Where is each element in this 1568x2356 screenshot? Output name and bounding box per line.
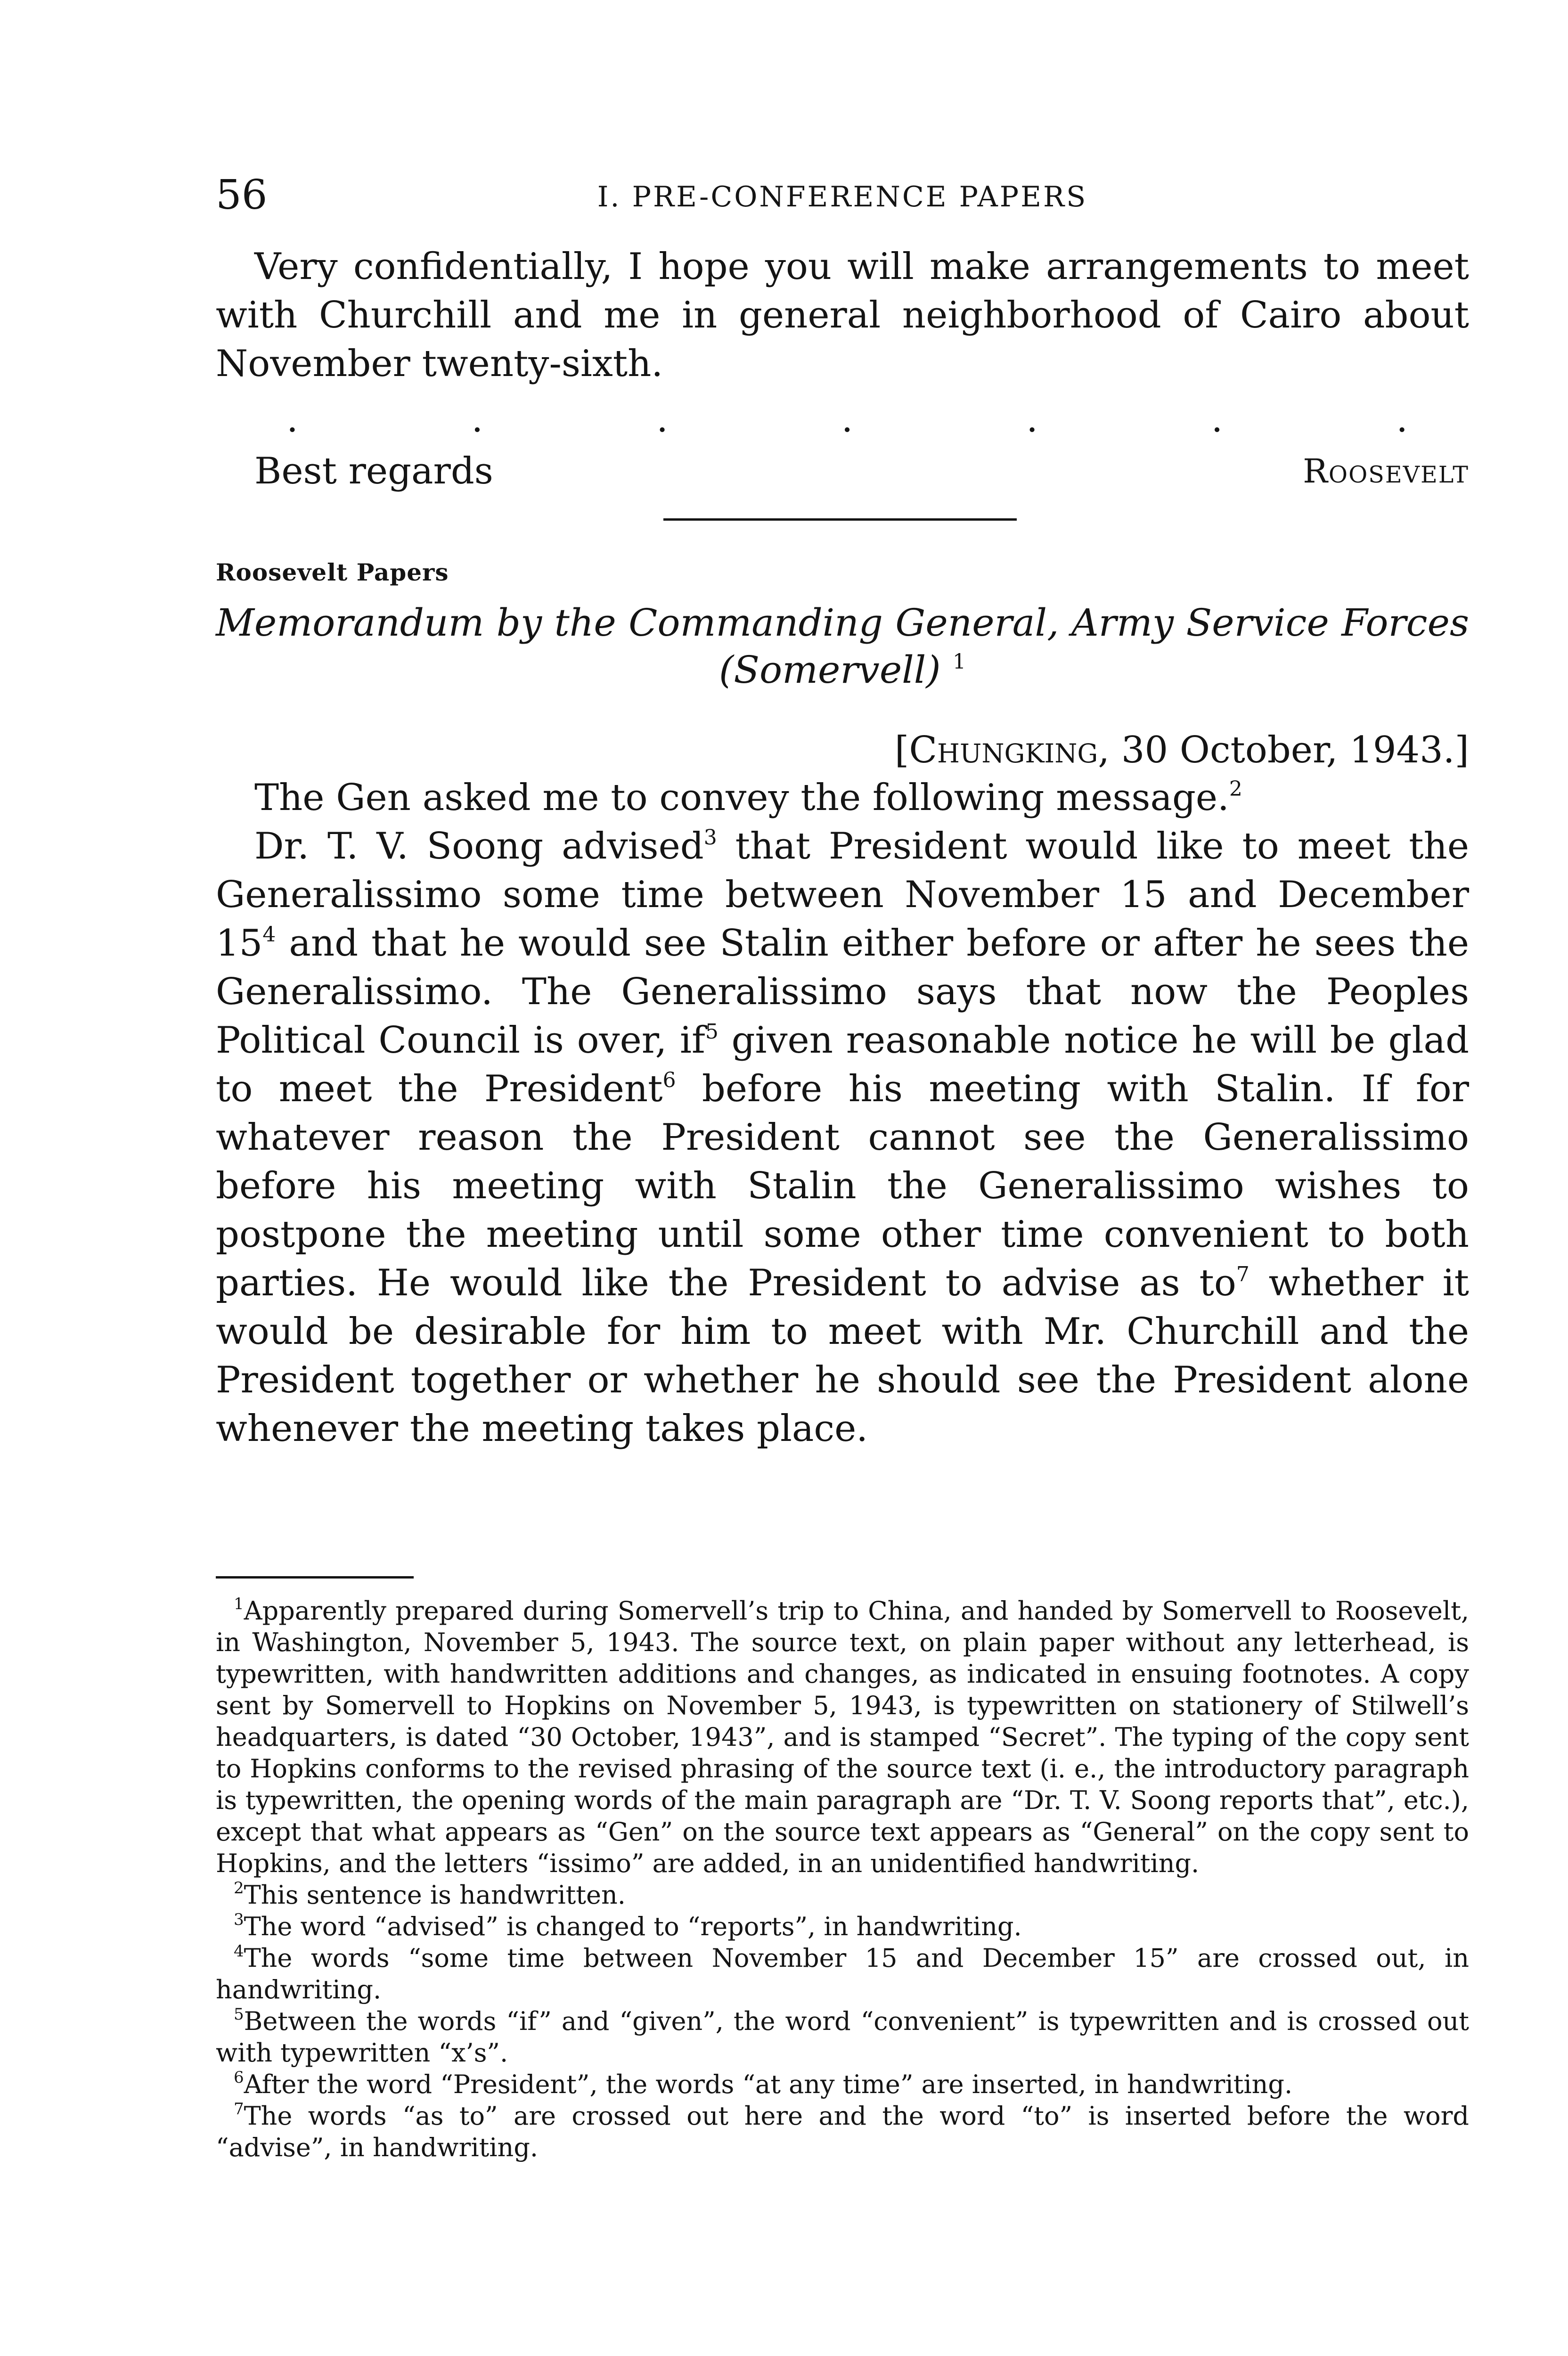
source-label: Roosevelt Papers [216, 558, 449, 586]
footnote-text: After the word “President”, the words “at any time” are inserted, in handwriting. [244, 2070, 1293, 2099]
footnote-ref: 6 [662, 1068, 676, 1092]
footnote-text: Between the words “if” and “given”, the word “convenient” is typewritten and is crossed out with typewritten “x’s”. [216, 2006, 1469, 2068]
footnote-text: Apparently prepared during Somervell’s trip to China, and handed by Somervell to Roosevelt, in Washington, November 5, 1943. The source text, on plain paper without any letterhead, is typewritten, with handwritten additions and changes, as indicated in ensuing footnotes. A copy sent by Somervell to Hopkins on November 5, 1943, is typewritten on stationery of Stilwell’s headquarters, is dated “30 October, 1943”, and is stamped “Secret”. The typing of the copy sent to Hopkins conforms to the revised phrasing of the source text (i. e., the introductory paragraph is typewritten, the opening words of the main paragraph are “Dr. T. V. Soong reports that”, etc.), except that what appears as “Gen” on the source text appears as “General” on the copy sent to Hopkins, and the letters “issimo” are added, in an unidentified handwriting. [216, 1596, 1469, 1878]
closing-salutation: Best regards [254, 450, 493, 492]
footnote-ref: 4 [262, 923, 276, 947]
memo-intro [216, 774, 1469, 822]
footnote-number: 7 [234, 2100, 244, 2119]
footnote-text: The word “advised” is changed to “reports”, in handwriting. [244, 1912, 1022, 1941]
memo-body-text: given reasonable notice he will be glad to meet the President [216, 1019, 1469, 1110]
dateline-bracket: [ [894, 729, 909, 771]
footnote-number: 3 [234, 1910, 244, 1929]
memo-body-text: whether it would be desirable for him to meet with Mr. Churchill and the President together or whether he should see the President alone whenever the meeting takes place. [216, 1262, 1469, 1450]
document-title [216, 598, 1469, 647]
footnote-text: This sentence is handwritten. [244, 1880, 626, 1910]
document-title-line1: Memorandum by the Commanding General, Army Service Forces [216, 601, 1469, 645]
footnote [216, 1595, 1469, 1879]
memo-body-text: and that he would see Stalin either before or after he sees the Generalissimo. The Generalissimo says that now the Peoples Political Council is over, if [216, 922, 1469, 1062]
running-title: I. PRE-CONFERENCE PAPERS [597, 180, 1088, 213]
footnote [216, 2100, 1469, 2163]
memo-body-text: before his meeting with Stalin. If for whatever reason the President cannot see the Generalissimo before his meeting with Stalin the Generalissimo wishes to postpone the meeting until some other time convenient to both parties. He would like the President to advise as to [216, 1068, 1469, 1304]
signature: Roosevelt [1303, 452, 1469, 491]
footnote [216, 1911, 1469, 1942]
memo-body-text: Dr. T. V. Soong advised [254, 825, 704, 867]
memo-body-text: that President would like to meet the Generalissimo some time between November 15 and December 15 [216, 825, 1469, 965]
footnote-ref: 7 [1236, 1262, 1250, 1286]
footnote-ref: 5 [705, 1020, 719, 1044]
ellipsis-dot: . [286, 398, 298, 441]
footnote [216, 2069, 1469, 2100]
document-title-line2 [216, 646, 1469, 695]
footnote [216, 2005, 1469, 2069]
ellipsis-dot: . [1026, 398, 1038, 441]
footnote-number: 4 [234, 1942, 244, 1961]
ellipsis-dot: . [656, 398, 668, 441]
ellipsis-dot: . [471, 398, 483, 441]
dateline [895, 726, 1469, 775]
footnote [216, 1879, 1469, 1911]
ellipsis-dot: . [841, 398, 853, 441]
dateline-date: , 30 October, 1943.] [1098, 729, 1469, 771]
footnote-number: 6 [234, 2068, 244, 2087]
page-number: 56 [216, 172, 268, 219]
footnote-divider [216, 1576, 414, 1579]
footnote-number: 2 [234, 1879, 244, 1898]
footnotes [216, 1595, 1469, 2163]
ellipsis-row [216, 398, 1469, 441]
footnote-ref: 1 [952, 650, 966, 674]
ellipsis-dot: . [1396, 398, 1408, 441]
memo-intro-text: The Gen asked me to convey the following message. [254, 777, 1229, 819]
document-title-author: (Somervell) [719, 648, 941, 692]
letter-paragraph: Very confidentially, I hope you will make arrangements to meet with Churchill and me in general neighborhood of Cairo about November twenty-sixth. [216, 245, 1469, 385]
ellipsis-dot: . [1211, 398, 1223, 441]
document-page [216, 141, 1469, 2356]
footnote-text: The words “as to” are crossed out here and the word “to” is inserted before the word “advise”, in handwriting. [216, 2101, 1469, 2162]
closing-row [216, 445, 1469, 497]
memo-body [216, 822, 1469, 1453]
footnote [216, 1942, 1469, 2005]
footnote-text: The words “some time between November 15 and December 15” are crossed out, in handwriting. [216, 1943, 1469, 2004]
footnote-number: 1 [234, 1595, 244, 1613]
footnote-ref: 3 [703, 826, 717, 850]
running-head [216, 172, 1469, 219]
footnote-ref: 2 [1229, 777, 1242, 801]
section-divider [663, 518, 1017, 521]
dateline-place: Chungking [909, 729, 1098, 771]
footnote-number: 5 [234, 2005, 244, 2024]
